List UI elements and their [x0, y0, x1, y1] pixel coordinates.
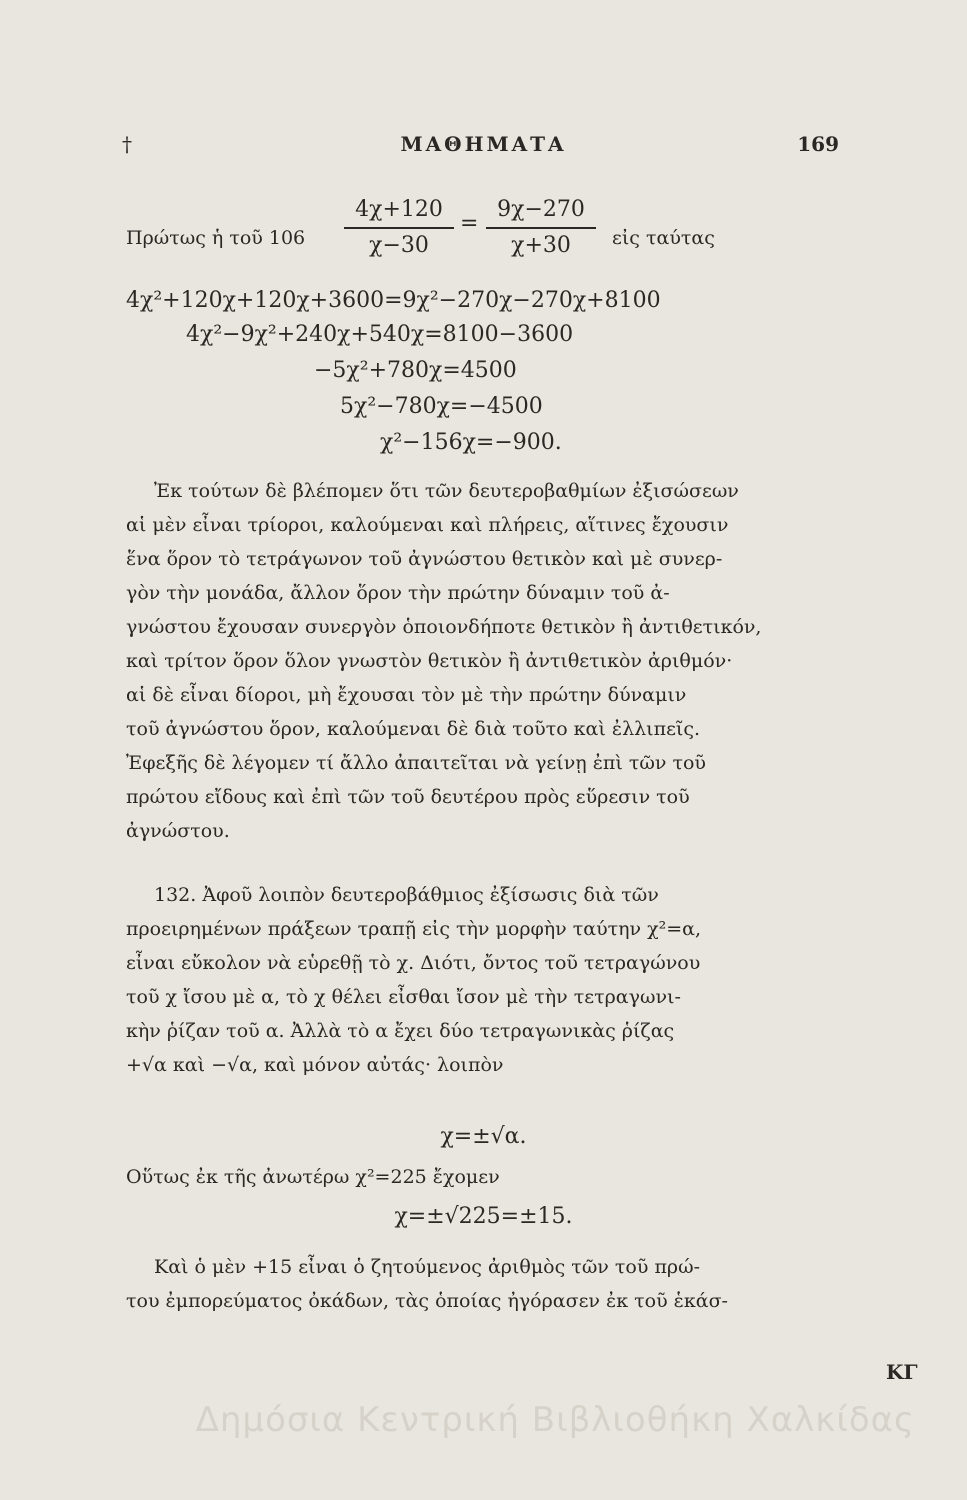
text-line: τοῦ ἀγνώστου ὅρον, καλούμεναι δὲ διὰ τοῦτο καὶ ἐλλιπεῖς. [126, 718, 701, 740]
equation-line: χ²−156χ=−900. [380, 430, 562, 455]
text-line: κὴν ῥίζαν τοῦ α. Ἀλλὰ τὸ α ἔχει δύο τετραγωνικὰς ῥίζας [126, 1020, 675, 1042]
text-line: τοῦ χ ἴσου μὲ α, τὸ χ θέλει εἶσθαι ἴσον μὲ τὴν τετραγωνι- [126, 986, 681, 1008]
equation-line: 4χ²−9χ²+240χ+540χ=8100−3600 [186, 322, 574, 347]
text-line: ἕνα ὅρον τὸ τετράγωνον τοῦ ἀγνώστου θετικὸν καὶ μὲ συνερ- [126, 548, 723, 570]
paragraph-forms [126, 474, 826, 848]
text-line: αἱ δὲ εἶναι δίοροι, μὴ ἔχουσαι τὸν μὲ τὴν πρώτην δύναμιν [126, 684, 687, 706]
text-line: γὸν τὴν μονάδα, ἄλλον ὅρον τὴν πρώτην δύναμιν τοῦ ἀ- [126, 582, 670, 604]
text-line: Ἐφεξῆς δὲ λέγομεν τί ἄλλο ἀπαιτεῖται νὰ γείνῃ ἐπὶ τῶν τοῦ [126, 752, 706, 774]
text-line: πρώτου εἴδους καὶ ἐπὶ τῶν τοῦ δευτέρου πρὸς εὕρεσιν τοῦ [126, 786, 690, 808]
text-line: 132. Ἀφοῦ λοιπὸν δευτεροβάθμιος ἐξίσωσις διὰ τῶν [154, 884, 659, 906]
text-line: Οὕτως ἐκ τῆς ἀνωτέρω χ²=225 ἔχομεν [126, 1166, 500, 1188]
equation-line: 5χ²−780χ=−4500 [340, 394, 543, 419]
equation-line: 4χ²+120χ+120χ+3600=9χ²−270χ−270χ+8100 [126, 288, 661, 313]
header-mark: † [122, 132, 132, 156]
signature-mark: ΚΓ [886, 1360, 918, 1384]
text-line: εἶναι εὔκολον νὰ εὑρεθῇ τὸ χ. Διότι, ὄντος τοῦ τετραγώνου [126, 952, 701, 974]
paragraph-conclusion [126, 1250, 826, 1318]
text-line: προειρημένων πράξεων τραπῇ εἰς τὴν μορφὴν ταύτην χ²=α, [126, 918, 702, 940]
fraction-right-numerator: 9χ−270 [486, 193, 596, 229]
outro-text: εἰς ταύτας [612, 227, 715, 249]
equation-intro [126, 193, 816, 283]
paragraph-section-132 [126, 878, 826, 1082]
text-line: ἀγνώστου. [126, 820, 230, 842]
library-watermark: Δημόσια Κεντρική Βιβλιοθήκη Χαλκίδας [195, 1400, 915, 1440]
text-line: Καὶ ὁ μὲν +15 εἶναι ὁ ζητούμενος ἀριθμὸς τῶν τοῦ πρώ- [154, 1256, 701, 1278]
page-number: 169 [797, 132, 839, 156]
intro-text: Πρώτως ἡ τοῦ 106 [126, 227, 306, 249]
fraction-right-denominator: χ+30 [511, 233, 571, 258]
text-line: του ἐμπορεύματος ὀκάδων, τὰς ὁποίας ἠγόρασεν ἐκ τοῦ ἑκάσ- [126, 1290, 728, 1312]
page-header [0, 132, 967, 162]
text-line: αἱ μὲν εἶναι τρίοροι, καλούμεναι καὶ πλήρεις, αἵτινες ἔχουσιν [126, 514, 729, 536]
running-title: ΜΑΘΗΜΑΤΑ [400, 132, 567, 156]
text-line: γνώστου ἔχουσαν συνεργὸν ὁποιονδήποτε θετικὸν ἢ ἀντιθετικόν, [126, 616, 762, 638]
example-line [126, 1160, 826, 1194]
fraction-left-numerator: 4χ+120 [344, 193, 454, 229]
equals-sign: = [460, 211, 479, 236]
text-line: +√α καὶ −√α, καὶ μόνον αὐτάς· λοιπὸν [126, 1054, 504, 1076]
fraction-right [486, 193, 596, 263]
fraction-left [344, 193, 454, 263]
text-line: καὶ τρίτον ὅρον ὅλον γνωστὸν θετικὸν ἢ ἀντιθετικὸν ἀριθμόν· [126, 650, 733, 672]
equation-line: −5χ²+780χ=4500 [314, 358, 517, 383]
formula-example: χ=±√225=±15. [394, 1204, 573, 1229]
fraction-left-denominator: χ−30 [369, 233, 429, 258]
text-line: Ἐκ τούτων δὲ βλέπομεν ὅτι τῶν δευτεροβαθμίων ἐξισώσεων [154, 480, 739, 502]
formula-square-root: χ=±√α. [440, 1124, 527, 1149]
